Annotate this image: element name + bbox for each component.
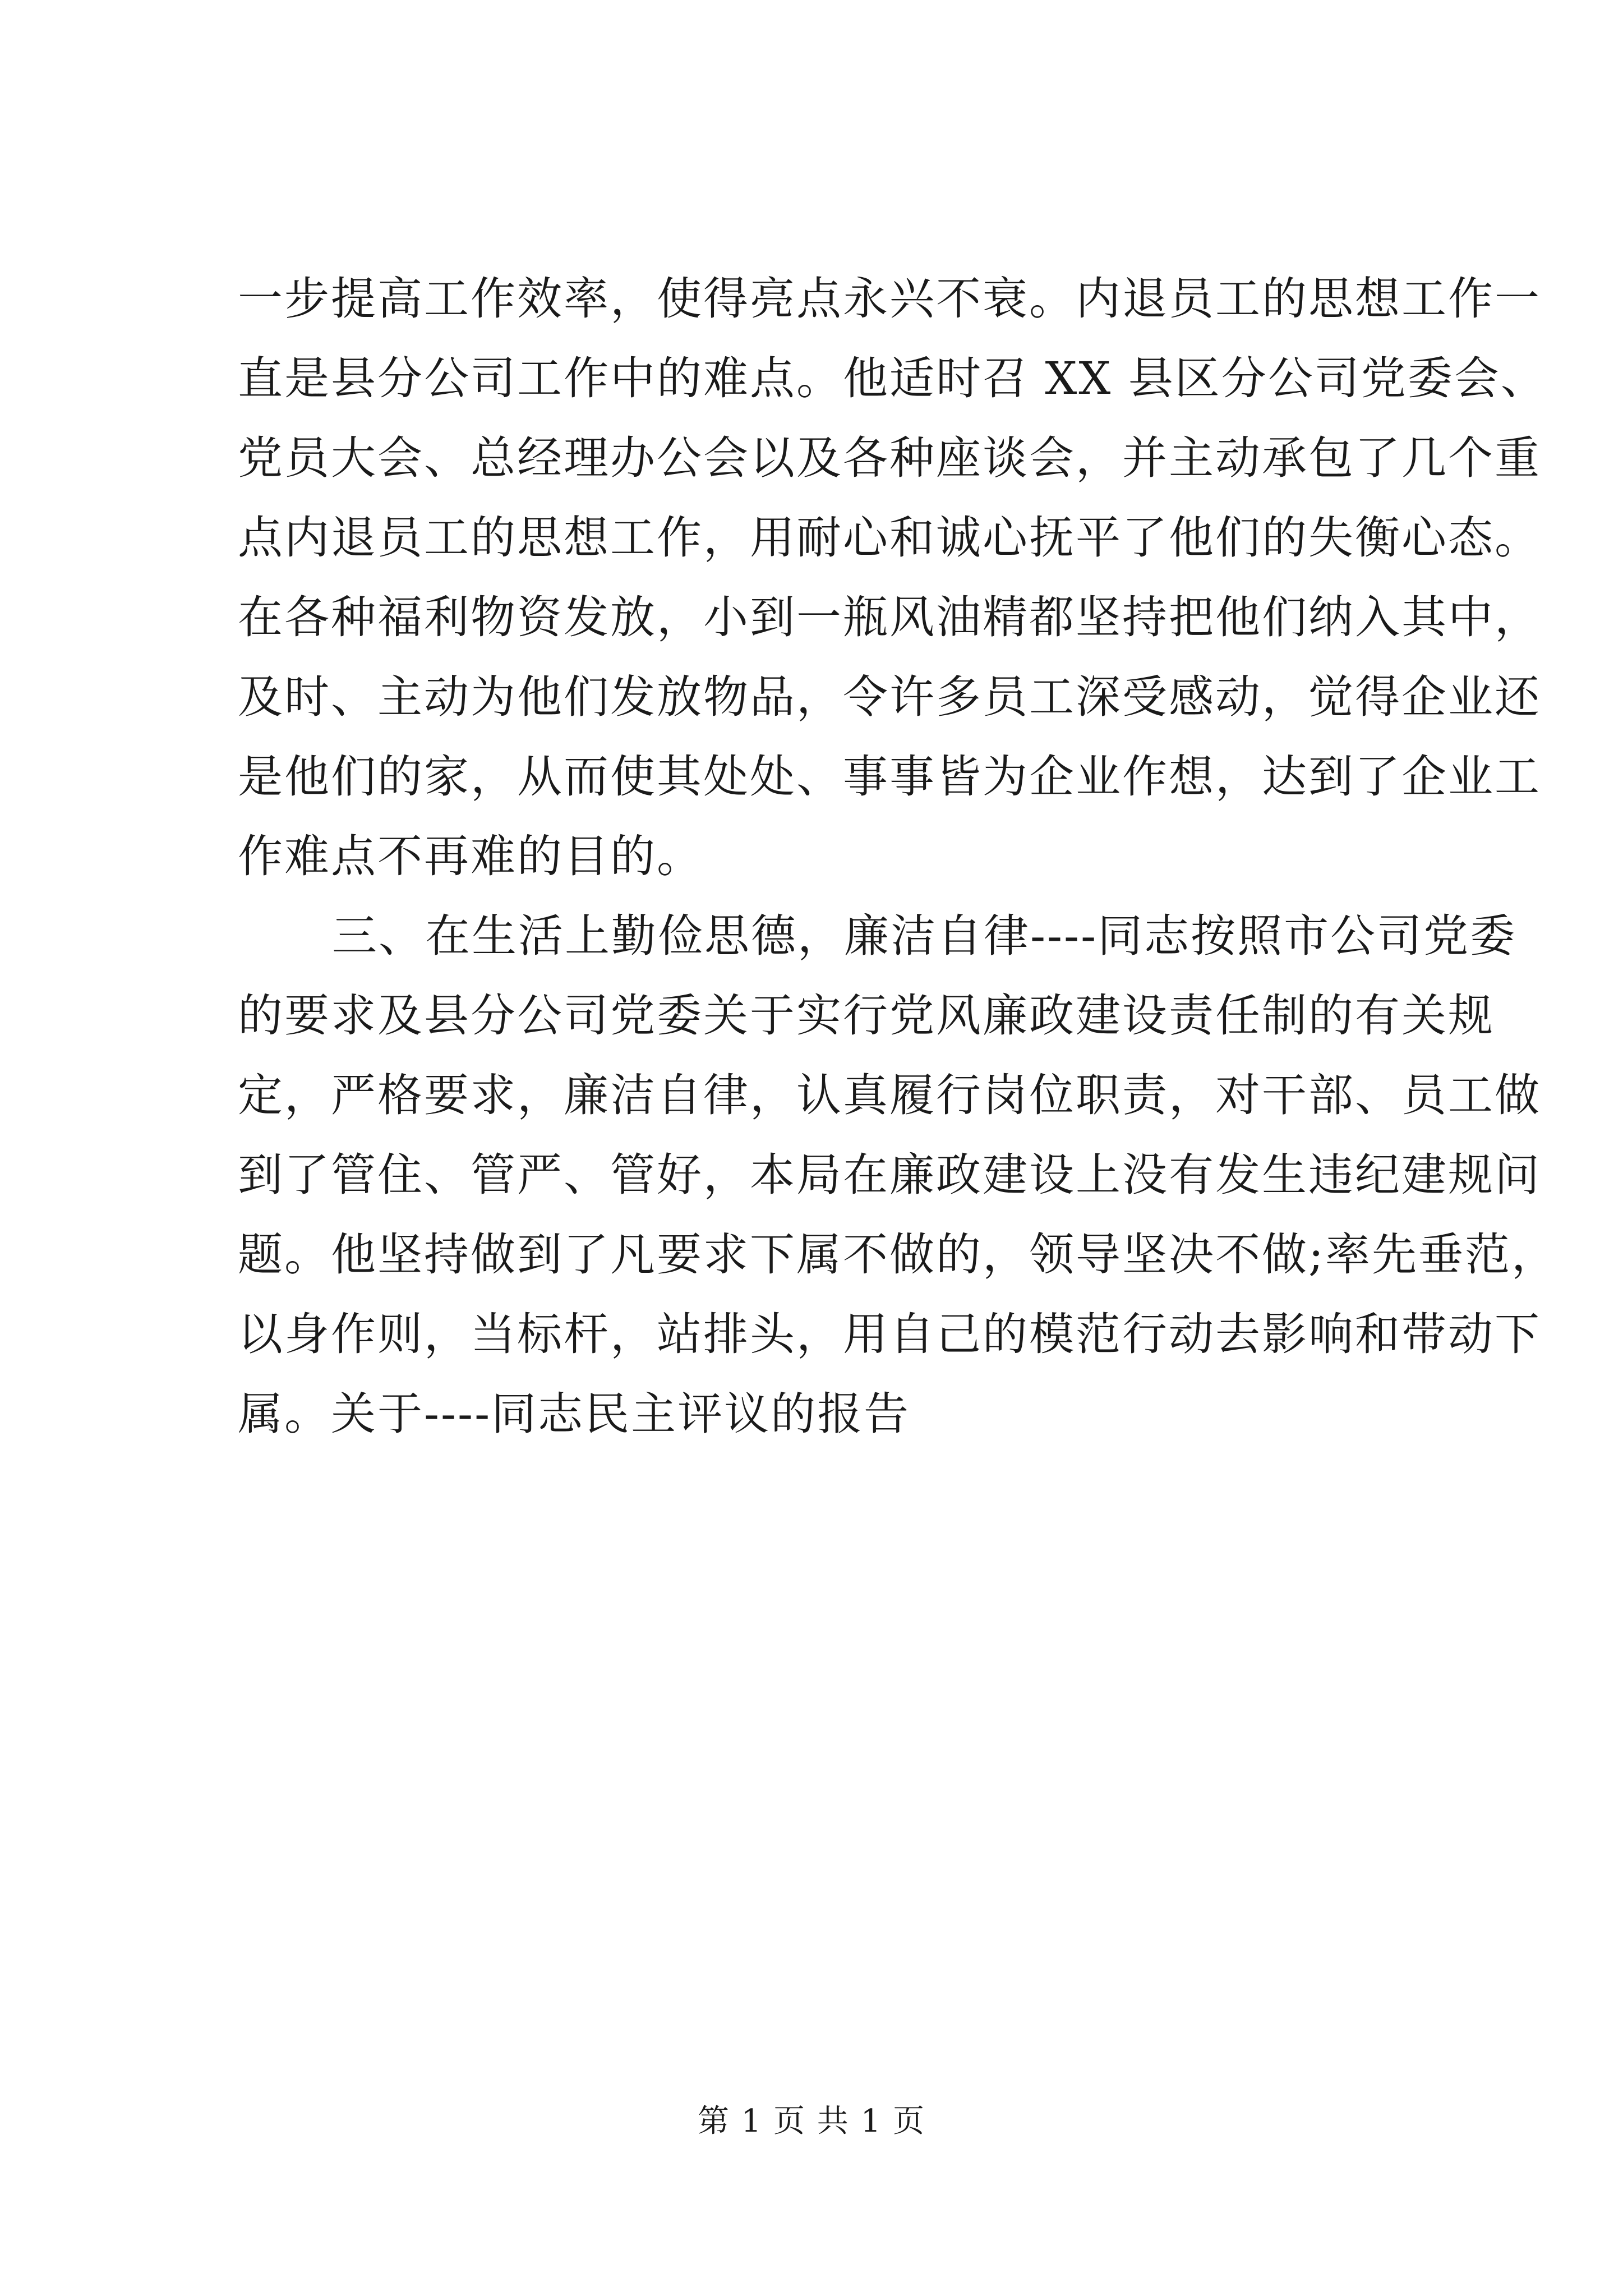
page-footer — [0, 2099, 1623, 2144]
text-line: 一步提高工作效率，使得亮点永兴不衰。内退员工的思想工作一 — [238, 273, 1541, 325]
text-line: 作难点不再难的目的。 — [238, 830, 703, 882]
text-line: 以身作则，当标杆，站排头，用自己的模范行动去影响和带动下 — [238, 1308, 1541, 1360]
paragraph-start-line: 三、在生活上勤俭思德，廉洁自律----同志按照市公司党委 — [332, 910, 1517, 962]
text-line: 党员大会、总经理办公会以及各种座谈会，并主动承包了几个重 — [238, 432, 1541, 484]
text-line: 及时、主动为他们发放物品，令许多员工深受感动，觉得企业还 — [238, 671, 1541, 723]
text-line: 到了管住、管严、管好，本局在廉政建设上没有发生违纪建规问 — [238, 1149, 1541, 1201]
text-line: 的要求及县分公司党委关于实行党风廉政建设责任制的有关规 — [238, 990, 1495, 1042]
text-line: 是他们的家，从而使其处处、事事皆为企业作想，达到了企业工 — [238, 751, 1541, 803]
page-number-label: 第 1 页 共 1 页 — [697, 2103, 926, 2139]
text-line: 定，严格要求，廉洁自律，认真履行岗位职责，对干部、员工做 — [238, 1069, 1541, 1121]
text-line: 点内退员工的思想工作，用耐心和诚心抚平了他们的失衡心态。 — [238, 512, 1541, 564]
text-line: 在各种福利物资发放，小到一瓶风油精都坚持把他们纳入其中， — [238, 591, 1541, 643]
text-line: 属。关于----同志民主评议的报告 — [238, 1388, 911, 1440]
text-line: 直是县分公司工作中的难点。他适时召 XX 县区分公司党委会、 — [238, 352, 1547, 404]
document-body — [238, 259, 1558, 1454]
text-line: 题。他坚持做到了凡要求下属不做的，领导坚决不做;率先垂范， — [238, 1228, 1558, 1281]
